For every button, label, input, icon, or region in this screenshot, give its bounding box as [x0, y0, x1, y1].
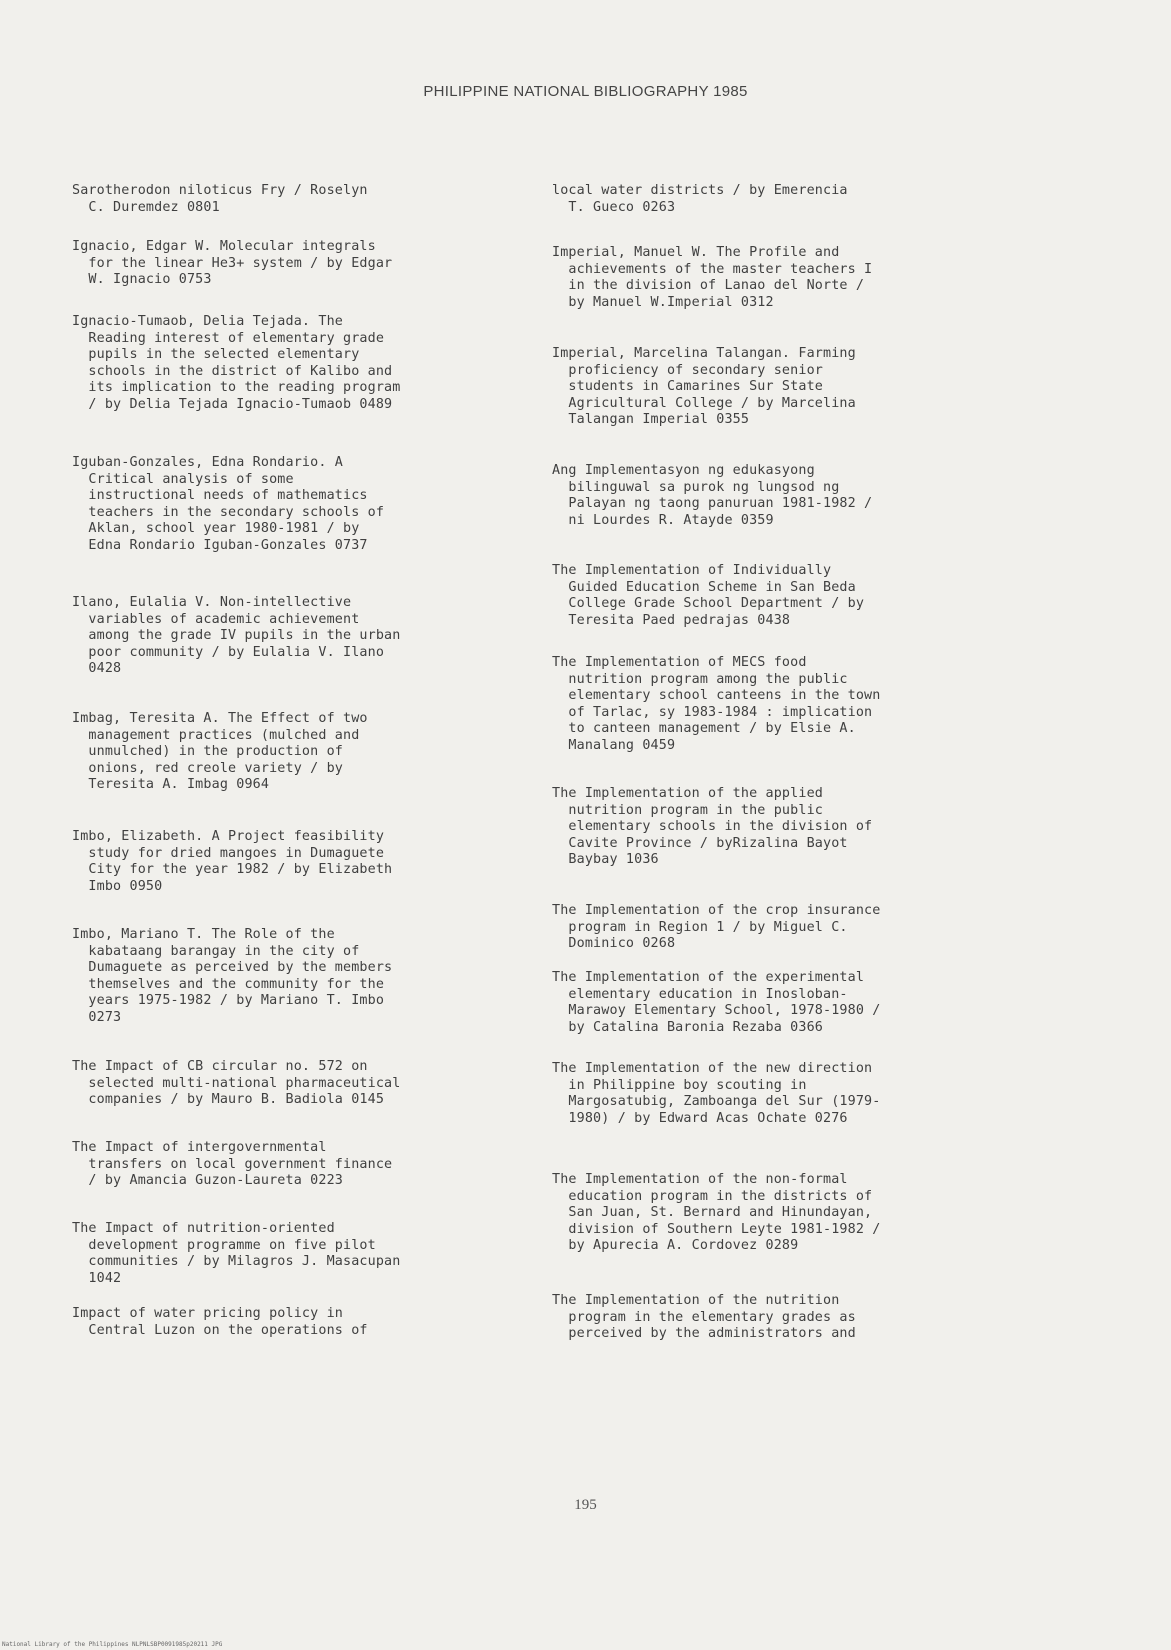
- bibliography-entry: Ignacio, Edgar W. Molecular integrals for the linear He3+ system / by Edgar W. Ignacio 0753: [72, 239, 393, 288]
- bibliography-entry: Sarotherodon niloticus Fry / Roselyn C. Duremdez 0801: [72, 183, 368, 215]
- page-number: 195: [574, 1497, 597, 1513]
- bibliography-entry: Imbo, Mariano T. The Role of the kabataang barangay in the city of Dumaguete as perceived by the members themselves and the community for the years 1975-1982 / by Mariano T. Imbo 0273: [72, 927, 393, 1025]
- bibliography-entry: The Implementation of MECS food nutrition program among the public elementary school canteens in the town of Tarlac, sy 1983-1984 : implication to canteen management / by Elsie A. Manalang 0459: [552, 655, 881, 753]
- bibliography-entry: The Implementation of Individually Guided Education Scheme in San Beda College Grade School Department / by Teresita Paed pedrajas 0438: [552, 563, 865, 628]
- bibliography-entry: The Implementation of the non-formal education program in the districts of San Juan, St. Bernard and Hinundayan, division of Southern Leyte 1981-1982 / by Apurecia A. Cordovez 0289: [552, 1172, 881, 1254]
- bibliography-entry: The Implementation of the new direction in Philippine boy scouting in Margosatubig, Zamboanga del Sur (1979- 1980) / by Edward Acas Ochate 0276: [552, 1061, 881, 1126]
- bibliography-entry: The Implementation of the experimental elementary education in Inosloban- Marawoy Elementary School, 1978-1980 / by Catalina Baronia Rezaba 0366: [552, 970, 881, 1035]
- bibliography-entry: The Impact of nutrition-oriented development programme on five pilot communities / by Milagros J. Masacupan 1042: [72, 1221, 401, 1286]
- bibliography-entry: The Implementation of the crop insurance program in Region 1 / by Miguel C. Dominico 0268: [552, 903, 881, 952]
- bibliography-entry: Imperial, Manuel W. The Profile and achievements of the master teachers I in the division of Lanao del Norte / by Manuel W.Imperial 0312: [552, 245, 873, 310]
- page-header: PHILIPPINE NATIONAL BIBLIOGRAPHY 1985: [423, 83, 748, 100]
- bibliography-entry: The Implementation of the applied nutrition program in the public elementary schools in the division of Cavite Province / byRizalina Bayot Baybay 1036: [552, 786, 873, 868]
- bibliography-entry: local water districts / by Emerencia T. Gueco 0263: [552, 183, 848, 215]
- bibliography-entry: The Impact of CB circular no. 572 on selected multi-national pharmaceutical companies / by Mauro B. Badiola 0145: [72, 1059, 401, 1108]
- bibliography-entry: Imbag, Teresita A. The Effect of two management practices (mulched and unmulched) in the production of onions, red creole variety / by Teresita A. Imbag 0964: [72, 711, 368, 793]
- bibliography-entry: Impact of water pricing policy in Central Luzon on the operations of: [72, 1306, 368, 1338]
- bibliography-entry: Ignacio-Tumaob, Delia Tejada. The Reading interest of elementary grade pupils in the selected elementary schools in the district of Kalibo and its implication to the reading program / by Delia Tejada Ignacio-Tumaob 0489: [72, 314, 401, 412]
- bibliography-entry: The Impact of intergovernmental transfers on local government finance / by Amancia Guzon-Laureta 0223: [72, 1140, 393, 1189]
- bibliography-entry: Imbo, Elizabeth. A Project feasibility study for dried mangoes in Dumaguete City for the year 1982 / by Elizabeth Imbo 0950: [72, 829, 393, 894]
- bibliography-entry: Ang Implementasyon ng edukasyong bilinguwal sa purok ng lungsod ng Palayan ng taong panuruan 1981-1982 / ni Lourdes R. Atayde 0359: [552, 463, 873, 528]
- bibliography-entry: Ilano, Eulalia V. Non-intellective variables of academic achievement among the grade IV pupils in the urban poor community / by Eulalia V. Ilano 0428: [72, 595, 401, 677]
- bibliography-entry: Iguban-Gonzales, Edna Rondario. A Critical analysis of some instructional needs of mathematics teachers in the secondary schools of Aklan, school year 1980-1981 / by Edna Rondario Iguban-Gonzales 0737: [72, 455, 385, 553]
- bibliography-entry: The Implementation of the nutrition program in the elementary grades as perceived by the administrators and: [552, 1293, 856, 1342]
- bibliography-entry: Imperial, Marcelina Talangan. Farming proficiency of secondary senior students in Camarines Sur State Agricultural College / by Marcelina Talangan Imperial 0355: [552, 346, 856, 428]
- scan-footer: National Library of the Philippines NLPNLSBP0091985p20211 JPG: [2, 1641, 223, 1648]
